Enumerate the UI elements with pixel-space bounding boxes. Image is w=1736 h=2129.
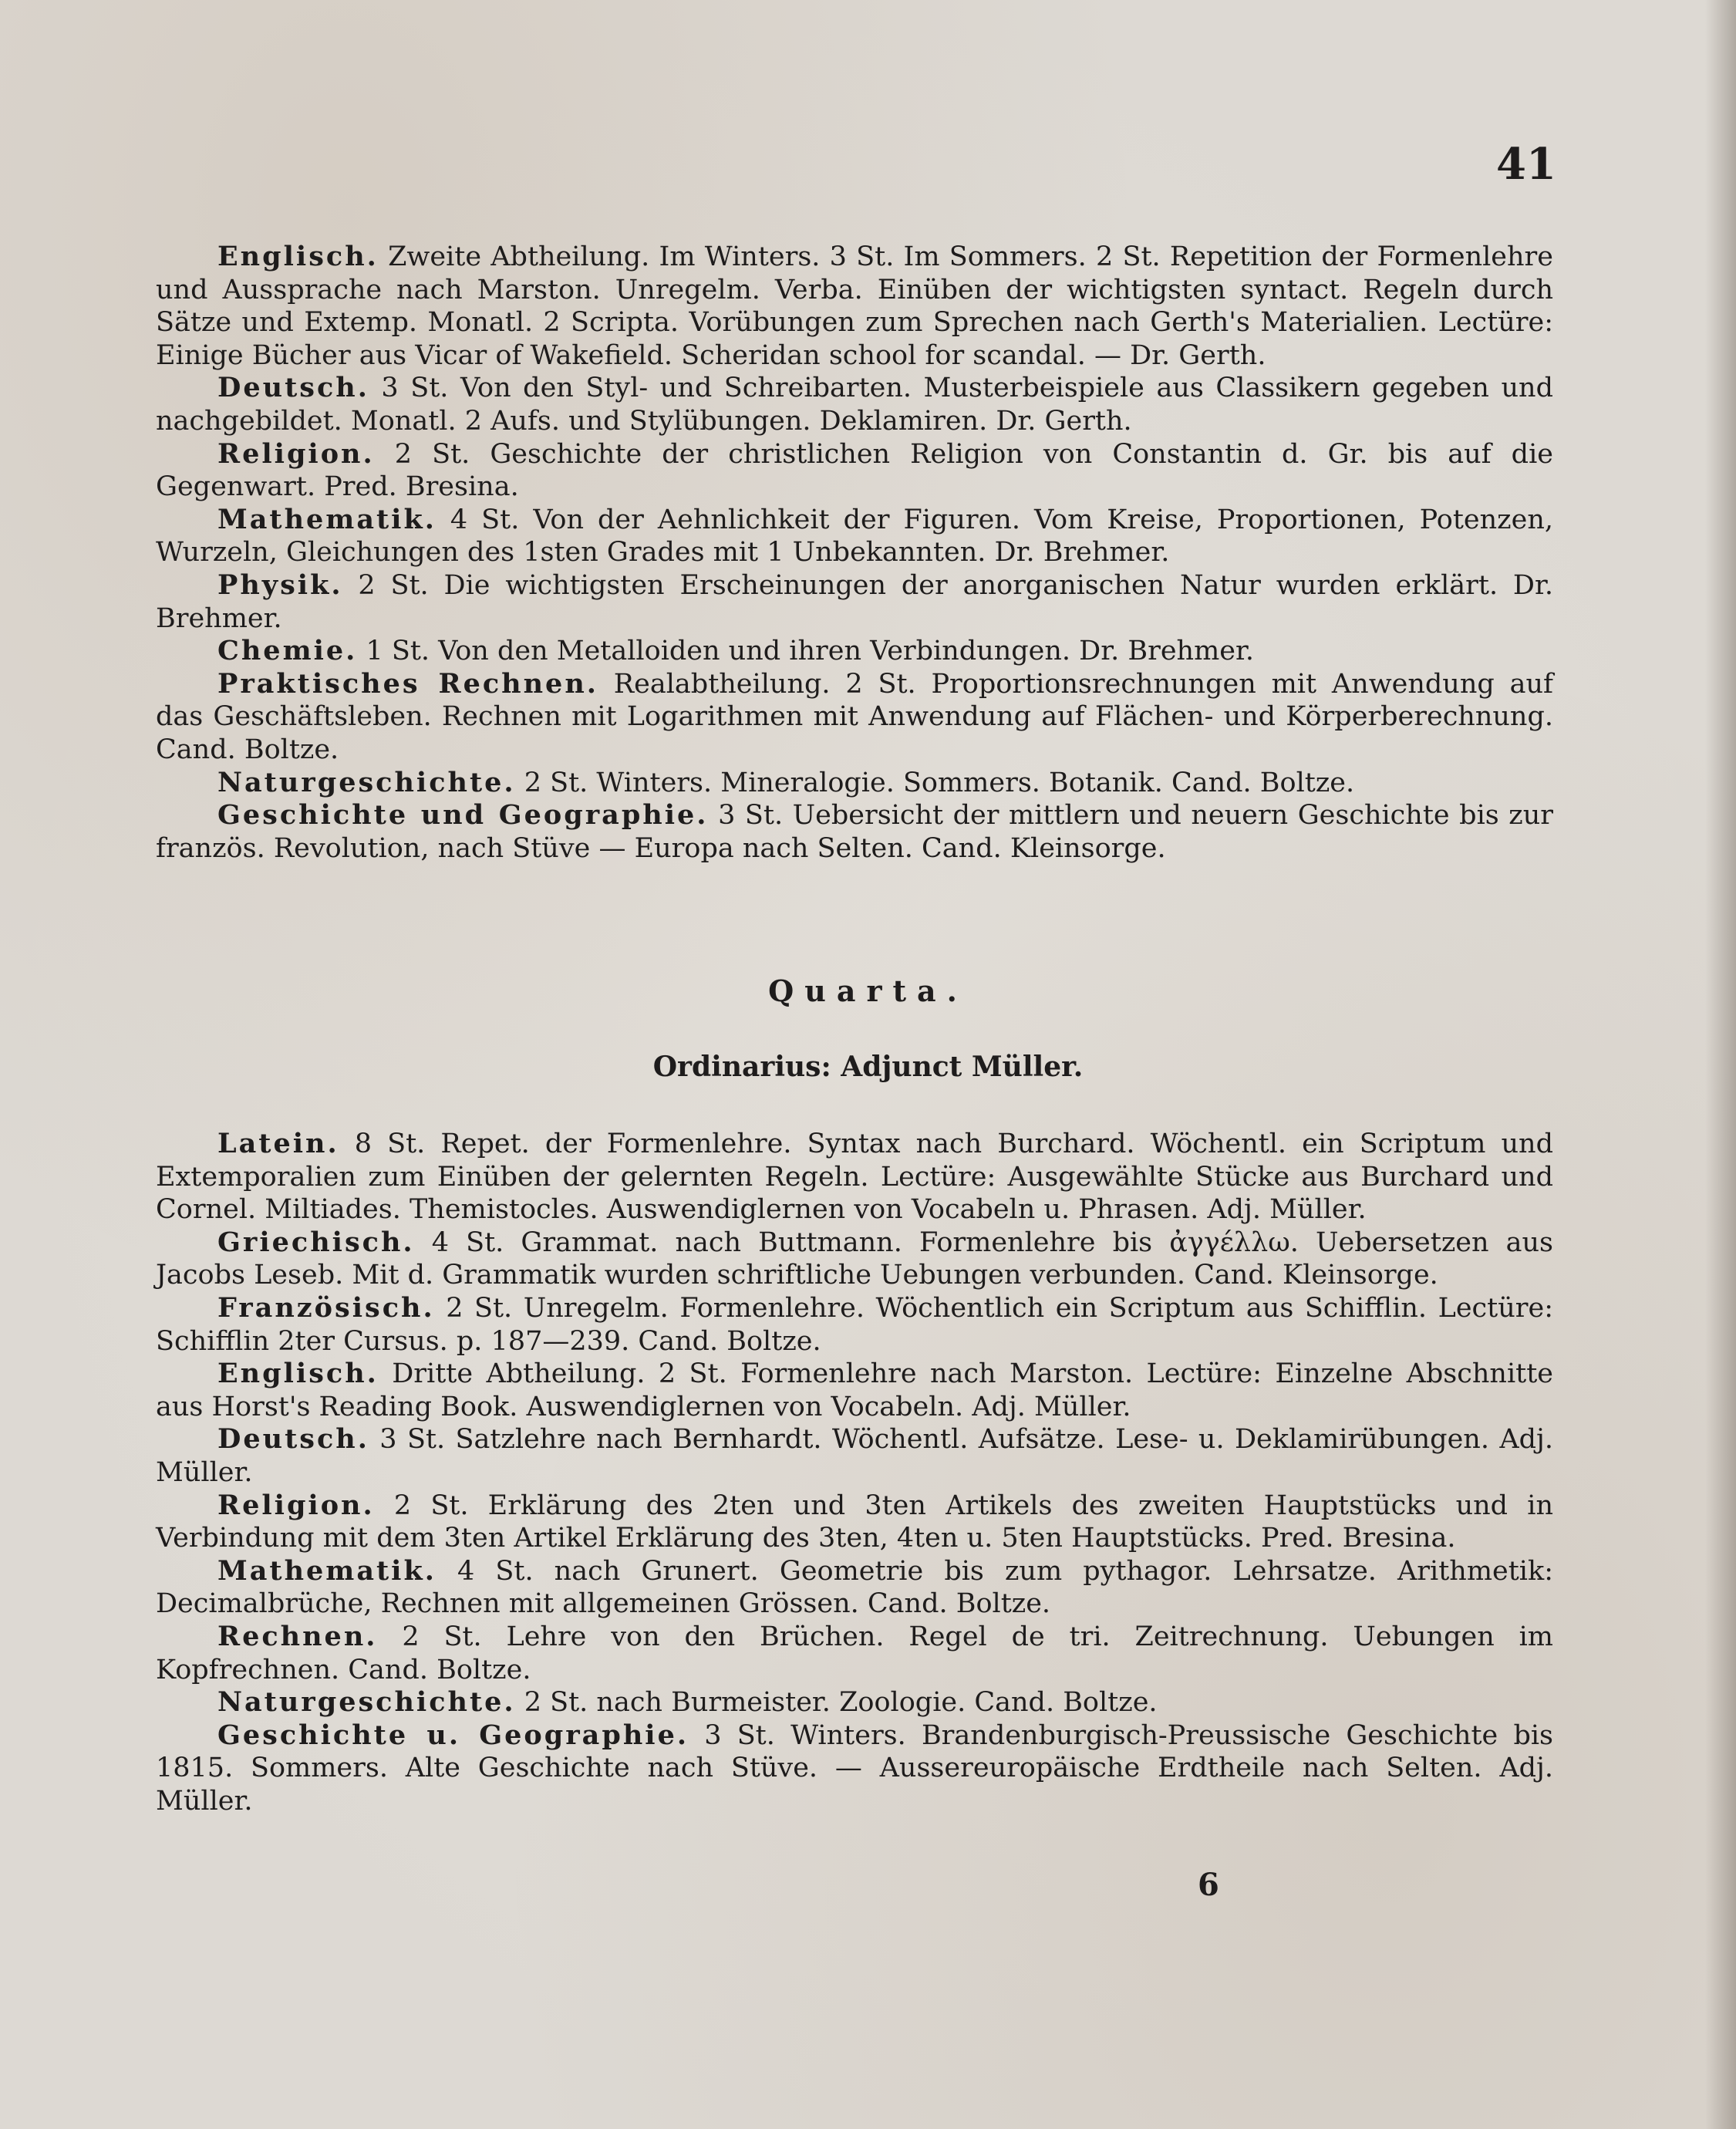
course-paragraph: [156, 569, 1553, 635]
course-text: 2 St. Lehre von den Brüchen. Regel de tri. Zeitrechnung. Uebungen im Kopfrechnen. Cand. Boltze.: [156, 1621, 1553, 1685]
course-text: 3 St. Von den Styl- und Schreibarten. Musterbeispiele aus Classikern gegeben und nachgebildet. Monatl. 2 Aufs. und Stylübungen. Deklamiren. Dr. Gerth.: [156, 373, 1553, 437]
course-paragraph: [156, 372, 1553, 437]
course-text: Realabtheilung. 2 St. Proportionsrechnungen mit Anwendung auf das Geschäftsleben. Rechnen mit Logarithmen mit Anwendung auf Flächen- und Körperberechnung. Cand. Boltze.: [156, 668, 1553, 765]
course-paragraph: [156, 635, 1553, 668]
page-number: 41: [1496, 139, 1556, 190]
course-text: 2 St. Erklärung des 2ten und 3ten Artikels des zweiten Hauptstücks und in Verbindung mit dem 3ten Artikel Erklärung des 3ten, 4ten u. 5ten Hauptstücks. Pred. Bresina.: [156, 1490, 1553, 1554]
course-subject: Deutsch.: [217, 372, 369, 404]
course-subject: Geschichte und Geographie.: [217, 799, 709, 832]
course-text: 2 St. Winters. Mineralogie. Sommers. Botanik. Cand. Boltze.: [515, 767, 1355, 798]
course-text: 4 St. nach Grunert. Geometrie bis zum pythagor. Lehrsatze. Arithmetik: Decimalbrüche, Rechnen mit allgemeinen Grössen. Cand. Boltze.: [156, 1555, 1553, 1620]
course-subject: Mathematik.: [217, 503, 437, 535]
course-paragraph: [156, 438, 1553, 504]
course-paragraph: [156, 1226, 1553, 1292]
course-text: 4 St. Grammat. nach Buttmann. Formenlehre bis ἀγγέλλω. Uebersetzen aus Jacobs Leseb. Mit d. Grammatik wurden schriftliche Uebungen verbunden. Cand. Kleinsorge.: [156, 1226, 1553, 1291]
course-paragraph: [156, 1686, 1553, 1719]
course-text: 2 St. Geschichte der christlichen Religion von Constantin d. Gr. bis auf die Gegenwart. Pred. Bresina.: [156, 438, 1553, 503]
course-paragraph: [156, 1719, 1553, 1818]
course-subject: Mathematik.: [217, 1554, 437, 1587]
course-subject: Physik.: [217, 569, 343, 601]
course-subject: Griechisch.: [217, 1226, 415, 1258]
course-paragraph: [156, 668, 1553, 767]
course-subject: Englisch.: [217, 1358, 379, 1390]
page-edge-shadow: [1705, 0, 1736, 2129]
course-paragraph: [156, 1128, 1553, 1226]
course-paragraph: [156, 1292, 1553, 1358]
course-subject: Chemie.: [217, 635, 358, 667]
course-paragraph: [156, 1423, 1553, 1489]
course-paragraph: [156, 799, 1553, 865]
course-paragraph: [156, 1358, 1553, 1423]
course-paragraph: [156, 1490, 1553, 1555]
course-text: 4 St. Von der Aehnlichkeit der Figuren. Vom Kreise, Proportionen, Potenzen, Wurzeln, Gleichungen des 1sten Grades mit 1 Unbekannten. Dr. Brehmer.: [156, 504, 1553, 569]
course-paragraph: [156, 1555, 1553, 1621]
course-text: Dritte Abtheilung. 2 St. Formenlehre nach Marston. Lectüre: Einzelne Abschnitte aus Horst's Reading Book. Auswendiglernen von Vocabeln. Adj. Müller.: [156, 1358, 1553, 1422]
lower-course-list: [156, 1128, 1553, 1817]
course-text: 3 St. Satzlehre nach Bernhardt. Wöchentl. Aufsätze. Lese- u. Deklamirübungen. Adj. Müller.: [156, 1424, 1553, 1488]
course-text: 1 St. Von den Metalloiden und ihren Verbindungen. Dr. Brehmer.: [357, 636, 1254, 667]
signature-mark: 6: [1198, 1867, 1219, 1903]
course-subject: Religion.: [217, 437, 375, 470]
course-subject: Rechnen.: [217, 1620, 378, 1652]
course-subject: Latein.: [217, 1128, 339, 1159]
section-subheading: Ordinarius: Adjunct Müller.: [652, 1051, 1084, 1083]
course-text: 2 St. Unregelm. Formenlehre. Wöchentlich ein Scriptum aus Schifflin. Lectüre: Schifflin 2ter Cursus. p. 187—239. Cand. Boltze.: [156, 1292, 1553, 1357]
course-subject: Englisch.: [217, 241, 379, 272]
upper-course-list: [156, 241, 1553, 865]
course-text: Zweite Abtheilung. Im Winters. 3 St. Im Sommers. 2 St. Repetition der Formenlehre und Aussprache nach Marston. Unregelm. Verba. Einüben der wichtigsten syntact. Regeln durch Sätze und Extemp. Monatl. 2 Scripta. Vorübungen zum Sprechen nach Gerth's Materialien. Lectüre: Einige Bücher aus Vicar of Wakefield. Scheridan school for scandal. — Dr. Gerth.: [156, 241, 1553, 371]
course-paragraph: [156, 1621, 1553, 1686]
course-subject: Naturgeschichte.: [217, 1686, 516, 1719]
course-text: 2 St. nach Burmeister. Zoologie. Cand. Boltze.: [515, 1687, 1158, 1719]
section-heading: Quarta.: [768, 973, 968, 1008]
course-subject: Französisch.: [217, 1291, 435, 1324]
course-subject: Religion.: [217, 1489, 375, 1521]
course-text: 2 St. Die wichtigsten Erscheinungen der anorganischen Natur wurden erklärt. Dr. Brehmer.: [156, 569, 1553, 634]
course-text: 3 St. Uebersicht der mittlern und neuern Geschichte bis zur französ. Revolution, nach Stüve — Europa nach Selten. Cand. Kleinsorge.: [156, 800, 1554, 864]
course-paragraph: [156, 241, 1553, 372]
course-subject: Deutsch.: [217, 1423, 369, 1456]
course-text: 8 St. Repet. der Formenlehre. Syntax nach Burchard. Wöchentl. ein Scriptum und Extemporalien zum Einüben der gelernten Regeln. Lectüre: Ausgewählte Stücke aus Burchard und Cornel. Miltiades. Themistocles. Auswendiglernen von Vocabeln u. Phrasen. Adj. Müller.: [156, 1129, 1553, 1226]
course-subject: Naturgeschichte.: [217, 766, 516, 798]
course-text: 3 St. Winters. Brandenburgisch-Preussische Geschichte bis 1815. Sommers. Alte Geschichte nach Stüve. — Aussereuropäische Erdtheile nach Selten. Adj. Müller.: [156, 1719, 1554, 1817]
course-paragraph: [156, 767, 1553, 800]
course-subject: Praktisches Rechnen.: [217, 667, 598, 700]
course-paragraph: [156, 504, 1553, 569]
course-subject: Geschichte u. Geographie.: [217, 1719, 689, 1751]
